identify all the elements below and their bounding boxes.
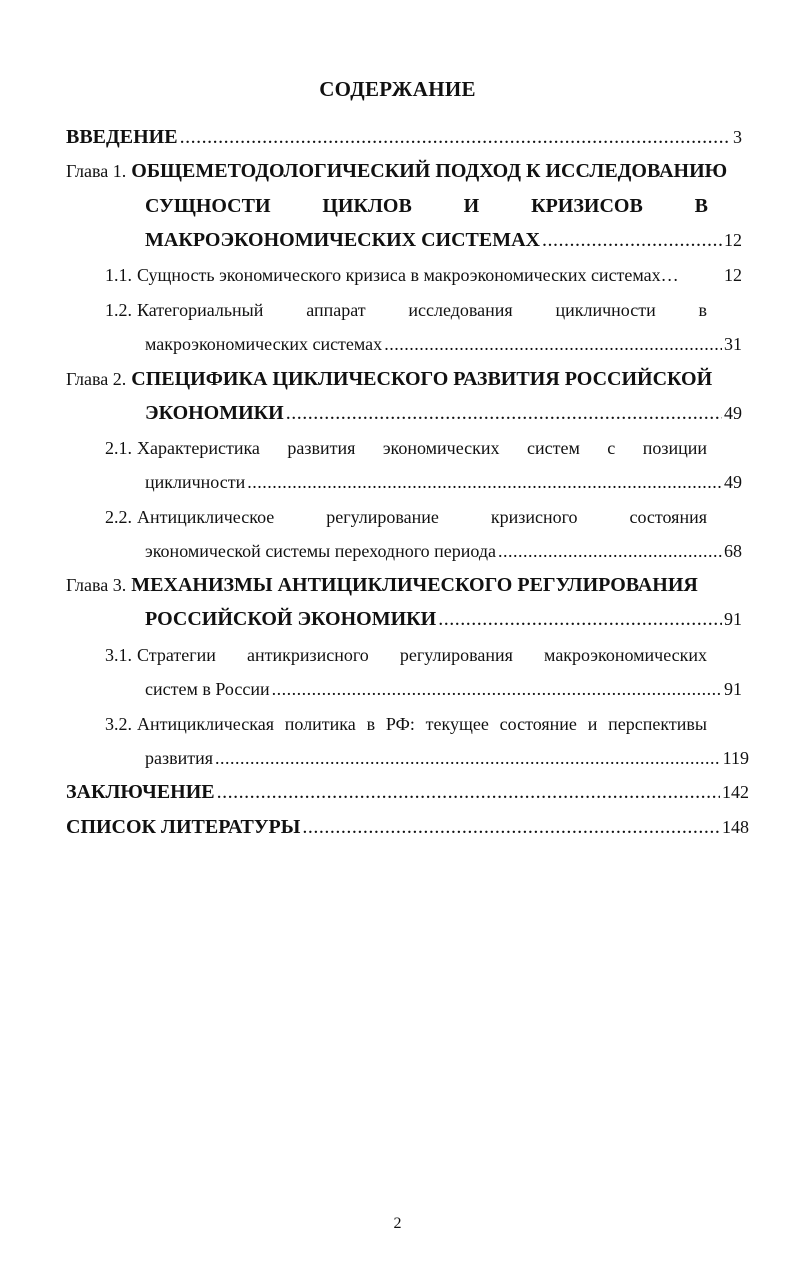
section-number: 2.2. — [105, 507, 132, 527]
toc-entry-references — [66, 816, 749, 838]
section-title-line: Антициклическое регулирование кризисного состояния — [137, 507, 707, 527]
toc-page-number: 12 — [724, 230, 742, 250]
toc-section-3-2-line-2 — [145, 747, 749, 769]
chapter-title-line: ЭКОНОМИКИ — [145, 402, 284, 424]
section-title-line: Стратегии антикризисного регулирования макроэкономических — [137, 645, 707, 665]
toc-chapter-1-line-1 — [66, 160, 727, 182]
toc-section-1-2-line-2 — [145, 333, 742, 355]
toc-page-number: 148 — [722, 817, 749, 837]
section-number: 3.1. — [105, 645, 132, 665]
toc-page-number: 68 — [724, 541, 742, 561]
toc-page-number: 91 — [724, 679, 742, 699]
toc-section-3-2-line-1 — [105, 713, 707, 735]
dot-leader — [286, 402, 722, 424]
section-number: 1.2. — [105, 300, 132, 320]
toc-entry-label: ЗАКЛЮЧЕНИЕ — [66, 781, 215, 803]
chapter-prefix: Глава 3. — [66, 575, 127, 595]
toc-page-number: 12 — [724, 265, 742, 285]
toc-entry-intro — [66, 126, 742, 148]
dot-leader — [498, 540, 722, 562]
toc-section-2-1-line-2 — [145, 471, 742, 493]
chapter-title-line: РОССИЙСКОЙ ЭКОНОМИКИ — [145, 608, 437, 630]
toc-section-2-2-line-1 — [105, 506, 707, 528]
toc-section-3-1-line-1 — [105, 644, 707, 666]
toc-entry-conclusion — [66, 781, 749, 803]
chapter-prefix: Глава 2. — [66, 369, 127, 389]
section-title-line: макроэкономических системах — [145, 334, 383, 354]
toc-page-number: 119 — [722, 748, 749, 768]
dot-leader — [384, 333, 722, 355]
section-title-line: Антициклическая политика в РФ: текущее состояние и перспективы — [137, 714, 707, 734]
toc-page-number: 49 — [724, 472, 742, 492]
dot-leader — [217, 781, 720, 803]
dot-leader — [247, 471, 722, 493]
section-title-line: цикличности — [145, 472, 246, 492]
section-title-line: Сущность экономического кризиса в макроэкономических системах… — [137, 265, 679, 285]
toc-chapter-1-line-3 — [145, 229, 742, 251]
chapter-title-line: МЕХАНИЗМЫ АНТИЦИКЛИЧЕСКОГО РЕГУЛИРОВАНИЯ — [131, 574, 698, 596]
toc-chapter-1-line-2 — [145, 195, 708, 217]
section-title-line: систем в России — [145, 679, 270, 699]
toc-page-number: 3 — [733, 127, 742, 147]
dot-leader — [302, 816, 720, 838]
toc-section-1-2-line-1 — [105, 299, 707, 321]
page-title: СОДЕРЖАНИЕ — [319, 77, 476, 101]
chapter-title-line: МАКРОЭКОНОМИЧЕСКИХ СИСТЕМАХ — [145, 229, 540, 251]
toc-entry-label: СПИСОК ЛИТЕРАТУРЫ — [66, 816, 301, 838]
dot-leader — [542, 229, 722, 251]
toc-section-1-1 — [105, 264, 742, 286]
page-number: 2 — [393, 1215, 402, 1232]
dot-leader — [438, 608, 722, 630]
toc-page-number: 49 — [724, 403, 742, 423]
section-number: 3.2. — [105, 714, 132, 734]
section-number: 1.1. — [105, 265, 132, 285]
toc-chapter-3-line-2 — [145, 608, 742, 630]
section-title-line: Категориальный аппарат исследования цикличности в — [137, 300, 707, 320]
section-title-line: развития — [145, 748, 214, 768]
toc-entry-label: ВВЕДЕНИЕ — [66, 126, 178, 148]
dot-leader — [272, 678, 722, 700]
toc-page-number: 142 — [722, 782, 749, 802]
toc-page-number: 31 — [724, 334, 742, 354]
toc-chapter-3-line-1 — [66, 574, 698, 596]
chapter-title-line: СПЕЦИФИКА ЦИКЛИЧЕСКОГО РАЗВИТИЯ РОССИЙСКОЙ — [131, 368, 713, 390]
toc-section-3-1-line-2 — [145, 678, 742, 700]
chapter-title-line: СУЩНОСТИ ЦИКЛОВ И КРИЗИСОВ В — [145, 195, 708, 217]
toc-chapter-2-line-1 — [66, 368, 713, 390]
chapter-prefix: Глава 1. — [66, 161, 127, 181]
toc-chapter-2-line-2 — [145, 402, 742, 424]
toc-page-number: 91 — [724, 609, 742, 629]
toc-section-2-2-line-2 — [145, 540, 742, 562]
section-title-line: экономической системы переходного периода — [145, 541, 497, 561]
dot-leader — [180, 126, 731, 148]
chapter-title-line: ОБЩЕМЕТОДОЛОГИЧЕСКИЙ ПОДХОД К ИССЛЕДОВАНИЮ — [131, 160, 728, 182]
dot-leader — [215, 747, 721, 769]
section-number: 2.1. — [105, 438, 132, 458]
toc-section-2-1-line-1 — [105, 437, 707, 459]
section-title-line: Характеристика развития экономических систем с позиции — [137, 438, 707, 458]
